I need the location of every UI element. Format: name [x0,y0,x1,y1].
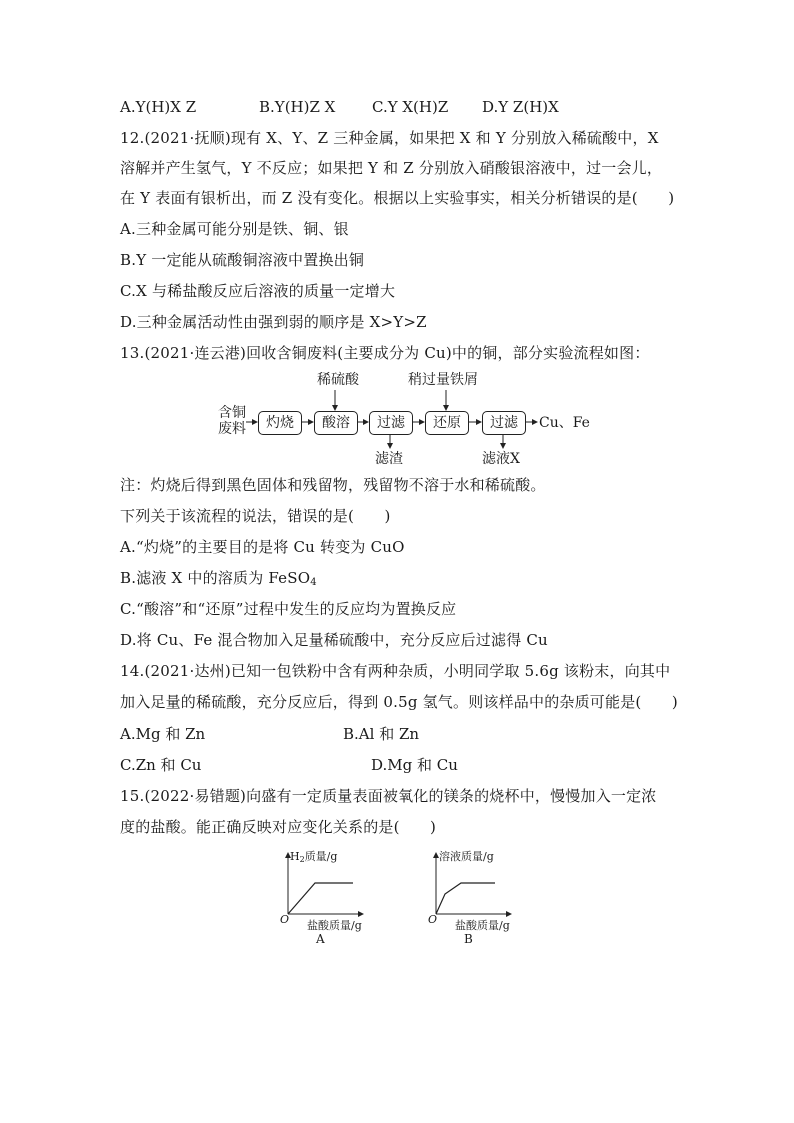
q12-option-c: C.X 与稀盐酸反应后溶液的质量一定增大 [120,282,396,300]
flow-input-bottom: 废料 [218,421,246,437]
q13-option-b: B.滤液 X 中的溶质为 FeSO$_4$ [120,569,317,588]
q15-stem-line-2: 度的盐酸。能正确反映对应变化关系的是( ) [120,818,437,836]
q13-note: 注：灼烧后得到黑色固体和残留物，残留物不溶于水和稀硫酸。 [120,476,546,494]
q13-option-a: A.“灼烧”的主要目的是将 Cu 转变为 CuO [120,538,405,556]
q12-option-a: A.三种金属可能分别是铁、铜、银 [120,220,349,238]
q12-stem-line-1: 12.(2021·抚顺)现有 X、Y、Z 三种金属，如果把 X 和 Y 分别放入稀硫酸中，X [120,129,659,147]
graph-b-origin: O [428,913,438,926]
q13-question: 下列关于该流程的说法，错误的是( ) [120,507,391,525]
flow-product: Cu、Fe [539,415,590,431]
graph-a-xlabel: 盐酸质量/g [307,919,362,932]
flow-step-filter-1: 过滤 [369,411,413,435]
flow-residue: 滤渣 [375,451,403,467]
q12-option-d: D.三种金属活动性由强到弱的顺序是 X>Y>Z [120,313,427,331]
q14-option-b: B.Al 和 Zn [343,725,420,743]
graph-b-xlabel: 盐酸质量/g [455,919,510,932]
flow-step-filter-2: 过滤 [482,411,526,435]
graph-a-caption: A [316,932,325,946]
q14-option-c: C.Zn 和 Cu [120,756,202,774]
graph-b-caption: B [464,932,473,946]
flow-step-acid-dissolve: 酸溶 [314,411,358,435]
flow-filtrate-x: 滤液X [482,451,520,467]
q15-stem-line-1: 15.(2022·易错题)向盛有一定质量表面被氧化的镁条的烧杯中，慢慢加入一定浓 [120,787,657,805]
q11-option-b: B.Y(H)Z X [259,98,336,116]
flow-reagent-iron-filings: 稍过量铁屑 [408,372,478,388]
q11-option-a: A.Y(H)X Z [120,98,197,116]
q14-option-a: A.Mg 和 Zn [120,725,206,743]
flow-step-reduce: 还原 [425,411,469,435]
q14-stem-line-2: 加入足量的稀硫酸，充分反应后，得到 0.5g 氢气。则该样品中的杂质可能是( ) [120,693,678,711]
graph-a-ylabel: $H_2$质量/g [290,850,338,864]
q11-option-d: D.Y Z(H)X [482,98,559,116]
flow-reagent-sulfuric-acid: 稀硫酸 [317,372,359,388]
q12-stem-line-2: 溶解并产生氢气，Y 不反应；如果把 Y 和 Z 分别放入硝酸银溶液中，过一会儿， [120,159,663,177]
q13-stem: 13.(2021·连云港)回收含铜废料(主要成分为 Cu)中的铜，部分实验流程如图： [120,344,650,362]
graph-b-plot [433,848,513,918]
q13-option-c: C.“酸溶”和“还原”过程中发生的反应均为置换反应 [120,600,457,618]
flow-input-top: 含铜 [218,405,246,421]
q13-option-d: D.将 Cu、Fe 混合物加入足量稀硫酸中，充分反应后过滤得 Cu [120,631,548,649]
q11-option-c: C.Y X(H)Z [372,98,449,116]
q14-stem-line-1: 14.(2021·达州)已知一包铁粉中含有两种杂质，小明同学取 5.6g 该粉末，向其中 [120,662,671,680]
flow-arrows [0,0,794,500]
graph-a-plot [285,848,365,918]
q12-stem-line-3: 在 Y 表面有银析出，而 Z 没有变化。根据以上实验事实，相关分析错误的是( ) [120,189,675,207]
graph-b-ylabel: 溶液质量/g [439,850,494,863]
graph-a-origin: O [280,913,290,926]
q12-option-b: B.Y 一定能从硫酸铜溶液中置换出铜 [120,251,365,269]
q14-option-d: D.Mg 和 Cu [371,756,458,774]
flow-step-roast: 灼烧 [258,411,302,435]
